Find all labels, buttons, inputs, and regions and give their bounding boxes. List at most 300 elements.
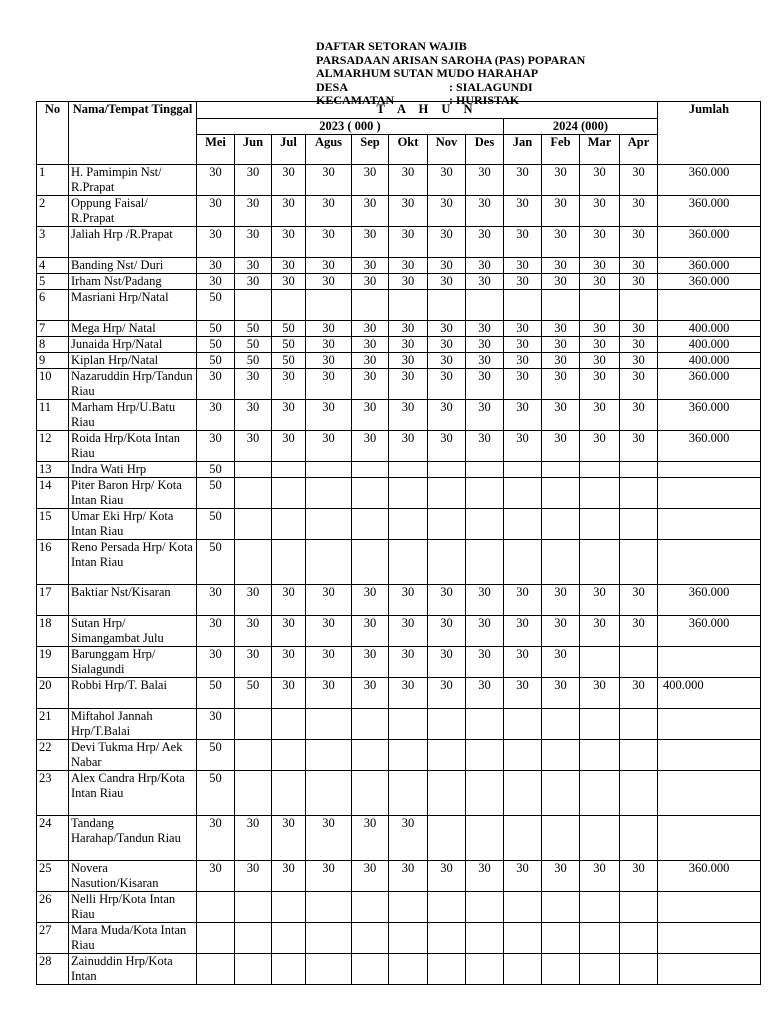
payment-cell: 30 [389,861,428,892]
payment-cell: 30 [235,585,272,616]
payment-cell: 30 [197,709,235,740]
payment-cell [389,478,428,509]
member-name: Mega Hrp/ Natal [69,321,197,337]
payment-cell: 30 [352,337,389,353]
payment-cell [235,478,272,509]
payment-cell [235,509,272,540]
payment-cell: 30 [197,165,235,196]
payment-cell: 30 [580,369,620,400]
payment-cell [580,892,620,923]
payment-cell: 30 [428,431,466,462]
payment-cell: 30 [466,585,504,616]
payment-cell: 30 [542,861,580,892]
payment-cell [580,647,620,678]
payment-cell [306,478,352,509]
member-name: Umar Eki Hrp/ Kota Intan Riau [69,509,197,540]
payment-cell: 30 [197,861,235,892]
payment-cell: 30 [306,353,352,369]
payment-cell [580,290,620,321]
payment-cell [306,892,352,923]
payment-cell: 30 [306,816,352,861]
row-total: 360.000 [658,400,761,431]
member-name: Devi Tukma Hrp/ Aek Nabar [69,740,197,771]
row-number: 6 [37,290,69,321]
payment-cell [620,509,658,540]
payment-cell: 30 [466,196,504,227]
payment-cell [542,892,580,923]
payment-cell: 30 [306,400,352,431]
table-row [37,861,761,892]
payment-cell: 30 [466,258,504,274]
payment-cell: 30 [580,353,620,369]
payment-cell: 30 [352,861,389,892]
payment-cell: 30 [580,585,620,616]
payment-cell [620,462,658,478]
payment-cell [428,290,466,321]
payment-cell [504,954,542,985]
payment-cell: 30 [620,616,658,647]
payment-cell [620,892,658,923]
payment-cell: 50 [197,462,235,478]
member-name: Jaliah Hrp /R.Prapat [69,227,197,258]
col-jumlah-header: Jumlah [658,102,761,165]
payment-cell: 30 [235,369,272,400]
member-name: Oppung Faisal/ R.Prapat [69,196,197,227]
row-number: 25 [37,861,69,892]
payment-cell: 30 [580,274,620,290]
payment-cell [466,290,504,321]
payment-cell [466,509,504,540]
payment-cell [272,509,306,540]
payment-cell: 30 [542,678,580,709]
table-row [37,337,761,353]
payment-cell [272,540,306,585]
payment-cell [428,740,466,771]
payment-cell: 30 [352,274,389,290]
payment-cell: 30 [272,196,306,227]
payment-cell [306,709,352,740]
payment-cell: 30 [428,647,466,678]
payment-cell: 30 [352,227,389,258]
payment-cell: 30 [504,431,542,462]
payment-cell: 30 [542,337,580,353]
payment-cell [542,509,580,540]
member-name: Indra Wati Hrp [69,462,197,478]
payment-cell: 30 [504,274,542,290]
payment-cell: 30 [428,616,466,647]
payment-cell [428,509,466,540]
payment-table [36,101,761,985]
payment-cell: 30 [272,258,306,274]
member-name: Piter Baron Hrp/ Kota Intan Riau [69,478,197,509]
member-name: Zainuddin Hrp/Kota Intan [69,954,197,985]
payment-cell: 30 [466,431,504,462]
payment-cell [352,892,389,923]
table-row [37,165,761,196]
member-name: Junaida Hrp/Natal [69,337,197,353]
table-row [37,709,761,740]
payment-cell [428,771,466,816]
payment-cell: 30 [389,431,428,462]
payment-cell [542,740,580,771]
payment-cell [580,923,620,954]
row-number: 18 [37,616,69,647]
payment-cell [352,954,389,985]
payment-cell [620,816,658,861]
payment-cell: 30 [542,196,580,227]
row-number: 24 [37,816,69,861]
payment-cell [197,892,235,923]
payment-cell: 30 [620,353,658,369]
payment-cell: 30 [389,196,428,227]
payment-cell [272,954,306,985]
member-name: Irham Nst/Padang [69,274,197,290]
payment-cell: 30 [197,227,235,258]
row-total: 360.000 [658,258,761,274]
row-total [658,509,761,540]
payment-cell: 30 [197,431,235,462]
payment-cell: 30 [580,861,620,892]
table-row [37,540,761,585]
row-total [658,892,761,923]
payment-cell [542,478,580,509]
payment-cell: 50 [197,321,235,337]
row-number: 5 [37,274,69,290]
member-name: Barunggam Hrp/ Sialagundi [69,647,197,678]
payment-cell [504,923,542,954]
payment-cell [620,954,658,985]
payment-cell: 30 [235,165,272,196]
row-total [658,478,761,509]
payment-cell [235,290,272,321]
payment-cell: 30 [504,196,542,227]
payment-cell: 30 [580,258,620,274]
payment-cell: 50 [235,337,272,353]
row-total: 360.000 [658,585,761,616]
payment-cell: 30 [466,274,504,290]
payment-cell: 30 [620,337,658,353]
payment-cell [306,923,352,954]
payment-cell: 30 [352,165,389,196]
payment-cell: 30 [542,369,580,400]
row-number: 14 [37,478,69,509]
payment-cell: 30 [504,369,542,400]
payment-cell: 30 [620,165,658,196]
payment-cell: 30 [197,616,235,647]
payment-cell [272,478,306,509]
payment-cell: 30 [428,353,466,369]
month-header: Mei [197,135,235,165]
member-name: Marham Hrp/U.Batu Riau [69,400,197,431]
payment-cell [580,740,620,771]
payment-cell [428,892,466,923]
row-number: 12 [37,431,69,462]
payment-cell: 30 [389,321,428,337]
payment-cell [306,771,352,816]
payment-cell: 30 [389,647,428,678]
payment-cell [466,740,504,771]
col-tahun-header: T A H U N [197,102,658,119]
row-number: 11 [37,400,69,431]
payment-cell [235,923,272,954]
year-2023-header: 2023 ( 000 ) [197,119,504,135]
payment-cell: 50 [197,740,235,771]
payment-cell: 30 [620,369,658,400]
payment-cell: 30 [504,165,542,196]
payment-cell: 30 [272,678,306,709]
row-total [658,540,761,585]
table-row [37,274,761,290]
row-number: 17 [37,585,69,616]
payment-cell [389,290,428,321]
payment-cell: 50 [272,321,306,337]
payment-cell: 30 [504,861,542,892]
payment-cell: 30 [389,337,428,353]
row-total [658,816,761,861]
payment-cell: 30 [352,678,389,709]
payment-cell: 30 [466,321,504,337]
payment-cell: 30 [428,274,466,290]
payment-cell [542,290,580,321]
member-name: Novera Nasution/Kisaran [69,861,197,892]
payment-cell: 30 [352,616,389,647]
payment-cell: 30 [428,321,466,337]
row-number: 9 [37,353,69,369]
payment-cell [306,290,352,321]
payment-cell [504,816,542,861]
row-number: 21 [37,709,69,740]
payment-cell: 30 [580,196,620,227]
payment-cell: 30 [306,616,352,647]
payment-cell: 50 [197,290,235,321]
payment-cell [466,923,504,954]
desa-label: DESA [316,79,349,94]
payment-cell: 30 [428,227,466,258]
row-number: 8 [37,337,69,353]
table-row [37,509,761,540]
payment-cell [428,462,466,478]
row-total [658,462,761,478]
payment-cell [306,509,352,540]
payment-cell [389,954,428,985]
year-2024-header: 2024 (000) [504,119,658,135]
payment-cell [428,709,466,740]
payment-cell [542,709,580,740]
payment-cell: 30 [504,321,542,337]
header-title: DAFTAR SETORAN WAJIB [316,39,467,53]
row-number: 7 [37,321,69,337]
member-name: Nazaruddin Hrp/Tandun Riau [69,369,197,400]
payment-cell: 50 [197,478,235,509]
payment-cell [197,954,235,985]
payment-cell: 30 [352,400,389,431]
payment-cell: 50 [235,321,272,337]
payment-cell [466,540,504,585]
payment-cell: 50 [272,353,306,369]
payment-cell [542,540,580,585]
payment-cell [580,816,620,861]
month-header: Jan [504,135,542,165]
payment-cell [389,771,428,816]
payment-cell: 30 [389,400,428,431]
row-number: 20 [37,678,69,709]
member-name: Alex Candra Hrp/Kota Intan Riau [69,771,197,816]
payment-cell: 30 [620,321,658,337]
payment-cell: 30 [272,585,306,616]
payment-cell [620,540,658,585]
payment-cell [306,462,352,478]
payment-cell: 30 [235,816,272,861]
member-name: Sutan Hrp/ Simangambat Julu [69,616,197,647]
payment-cell: 30 [580,431,620,462]
member-name: Reno Persada Hrp/ Kota Intan Riau [69,540,197,585]
row-number: 19 [37,647,69,678]
payment-cell: 30 [504,258,542,274]
payment-cell [620,478,658,509]
member-name: Kiplan Hrp/Natal [69,353,197,369]
payment-cell [272,709,306,740]
payment-cell: 30 [306,274,352,290]
payment-cell [306,954,352,985]
month-header: Jun [235,135,272,165]
payment-cell [272,290,306,321]
payment-cell: 30 [466,616,504,647]
payment-cell: 30 [352,353,389,369]
row-number: 23 [37,771,69,816]
payment-cell: 30 [389,678,428,709]
payment-cell: 30 [272,861,306,892]
payment-cell: 50 [197,771,235,816]
payment-cell: 30 [428,400,466,431]
payment-cell: 30 [542,258,580,274]
payment-cell: 30 [352,196,389,227]
table-row [37,431,761,462]
table-row [37,923,761,954]
payment-cell: 30 [235,616,272,647]
payment-cell: 30 [620,274,658,290]
payment-cell: 30 [197,369,235,400]
payment-cell: 30 [197,585,235,616]
payment-cell: 30 [504,678,542,709]
payment-cell: 30 [428,165,466,196]
row-total: 360.000 [658,369,761,400]
payment-cell: 30 [542,400,580,431]
payment-cell: 30 [542,647,580,678]
payment-cell [466,478,504,509]
payment-cell [272,892,306,923]
row-total: 360.000 [658,861,761,892]
payment-cell [504,740,542,771]
col-name-header: Nama/Tempat Tinggal [69,102,197,165]
member-name: Mara Muda/Kota Intan Riau [69,923,197,954]
payment-cell [504,771,542,816]
table-row [37,353,761,369]
payment-cell: 30 [580,337,620,353]
row-total [658,709,761,740]
payment-cell [428,954,466,985]
payment-cell [504,462,542,478]
payment-cell: 30 [620,431,658,462]
row-total: 360.000 [658,616,761,647]
payment-cell: 30 [272,431,306,462]
payment-cell [389,462,428,478]
payment-cell [620,771,658,816]
payment-cell [466,462,504,478]
payment-cell: 30 [197,274,235,290]
payment-cell [272,771,306,816]
payment-cell: 30 [352,816,389,861]
payment-cell: 30 [352,431,389,462]
payment-cell: 30 [504,616,542,647]
payment-cell: 30 [235,400,272,431]
payment-cell [580,478,620,509]
row-number: 22 [37,740,69,771]
kecamatan-value: : HURISTAK [449,93,520,107]
payment-cell: 30 [428,678,466,709]
payment-cell [542,923,580,954]
payment-cell: 30 [389,353,428,369]
payment-cell: 30 [466,400,504,431]
row-number: 27 [37,923,69,954]
payment-cell: 30 [235,196,272,227]
payment-cell: 30 [235,274,272,290]
payment-cell: 50 [272,337,306,353]
table-row [37,616,761,647]
table-row [37,647,761,678]
payment-cell: 30 [620,196,658,227]
payment-cell [352,478,389,509]
payment-cell [352,923,389,954]
payment-cell: 30 [620,258,658,274]
month-header: Nov [428,135,466,165]
payment-cell [504,478,542,509]
row-number: 10 [37,369,69,400]
row-total [658,923,761,954]
payment-cell: 30 [197,258,235,274]
payment-cell: 30 [306,321,352,337]
payment-cell: 30 [306,165,352,196]
payment-cell: 30 [235,647,272,678]
payment-cell [235,954,272,985]
payment-cell: 30 [272,400,306,431]
payment-cell: 30 [389,616,428,647]
payment-cell [352,771,389,816]
month-header: Mar [580,135,620,165]
row-total: 400.000 [658,353,761,369]
payment-cell: 30 [466,369,504,400]
payment-cell: 30 [389,585,428,616]
kecamatan-label: KECAMATAN [316,93,395,107]
payment-cell [272,740,306,771]
payment-cell: 50 [197,353,235,369]
month-header: Agus [306,135,352,165]
table-body [37,165,761,985]
table-row [37,771,761,816]
payment-cell [352,290,389,321]
payment-cell [620,647,658,678]
payment-cell: 30 [542,165,580,196]
table-row [37,196,761,227]
payment-cell [235,709,272,740]
payment-cell: 30 [197,816,235,861]
payment-cell: 30 [542,353,580,369]
row-total: 360.000 [658,196,761,227]
payment-cell: 30 [306,585,352,616]
payment-cell: 30 [272,227,306,258]
month-header: Feb [542,135,580,165]
payment-cell [466,816,504,861]
table-row [37,321,761,337]
